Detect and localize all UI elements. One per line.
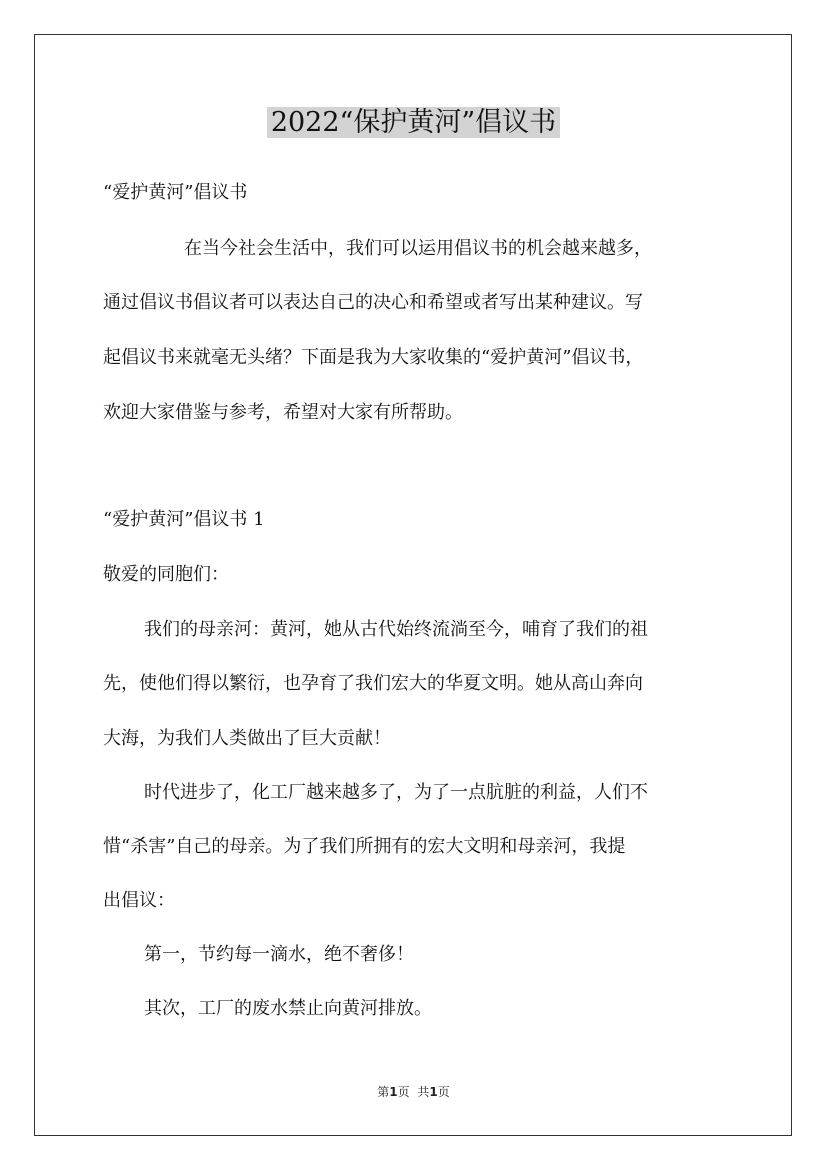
page-footer bbox=[0, 1084, 827, 1100]
footer-page-prefix: 第 bbox=[377, 1085, 390, 1099]
intro-line-1: 在当今社会生活中，我们可以运用倡议书的机会越来越多， bbox=[184, 238, 652, 259]
proposal-1: 第一，节约每一滴水，绝不奢侈！ bbox=[144, 944, 414, 965]
paragraph-2-line-3: 出倡议： bbox=[103, 890, 175, 911]
intro-line-3: 起倡议书来就毫无头绪？下面是我为大家收集的“爱护黄河”倡议书， bbox=[103, 347, 644, 368]
document-title bbox=[0, 103, 827, 143]
paragraph-1-line-1: 我们的母亲河：黄河，她从古代始终流淌至今，哺育了我们的祖 bbox=[144, 619, 648, 640]
proposal-2: 其次，工厂的废水禁止向黄河排放。 bbox=[144, 998, 432, 1019]
footer-total-prefix: 共 bbox=[417, 1085, 430, 1099]
footer-page-suffix: 页 bbox=[397, 1085, 410, 1099]
paragraph-2-line-1: 时代进步了，化工厂越来越多了，为了一点肮脏的利益，人们不 bbox=[144, 782, 648, 803]
footer-total-number: 1 bbox=[429, 1085, 438, 1099]
section-heading: “爱护黄河”倡议书 1 bbox=[103, 509, 265, 530]
intro-line-4: 欢迎大家借鉴与参考，希望对大家有所帮助。 bbox=[103, 402, 463, 423]
paragraph-1-line-2: 先，使他们得以繁衍，也孕育了我们宏大的华夏文明。她从高山奔向 bbox=[103, 673, 643, 694]
document-title-text: 2022“保护黄河”倡议书 bbox=[267, 107, 560, 138]
paragraph-2-line-2: 惜“杀害”自己的母亲。为了我们所拥有的宏大文明和母亲河，我提 bbox=[103, 836, 626, 857]
footer-page-number: 1 bbox=[389, 1085, 398, 1099]
subtitle-line: “爱护黄河”倡议书 bbox=[103, 182, 248, 203]
footer-total-suffix: 页 bbox=[437, 1085, 450, 1099]
salutation: 敬爱的同胞们： bbox=[103, 564, 229, 585]
paragraph-1-line-3: 大海，为我们人类做出了巨大贡献！ bbox=[103, 728, 391, 749]
intro-line-2: 通过倡议书倡议者可以表达自己的决心和希望或者写出某种建议。写 bbox=[103, 292, 643, 313]
